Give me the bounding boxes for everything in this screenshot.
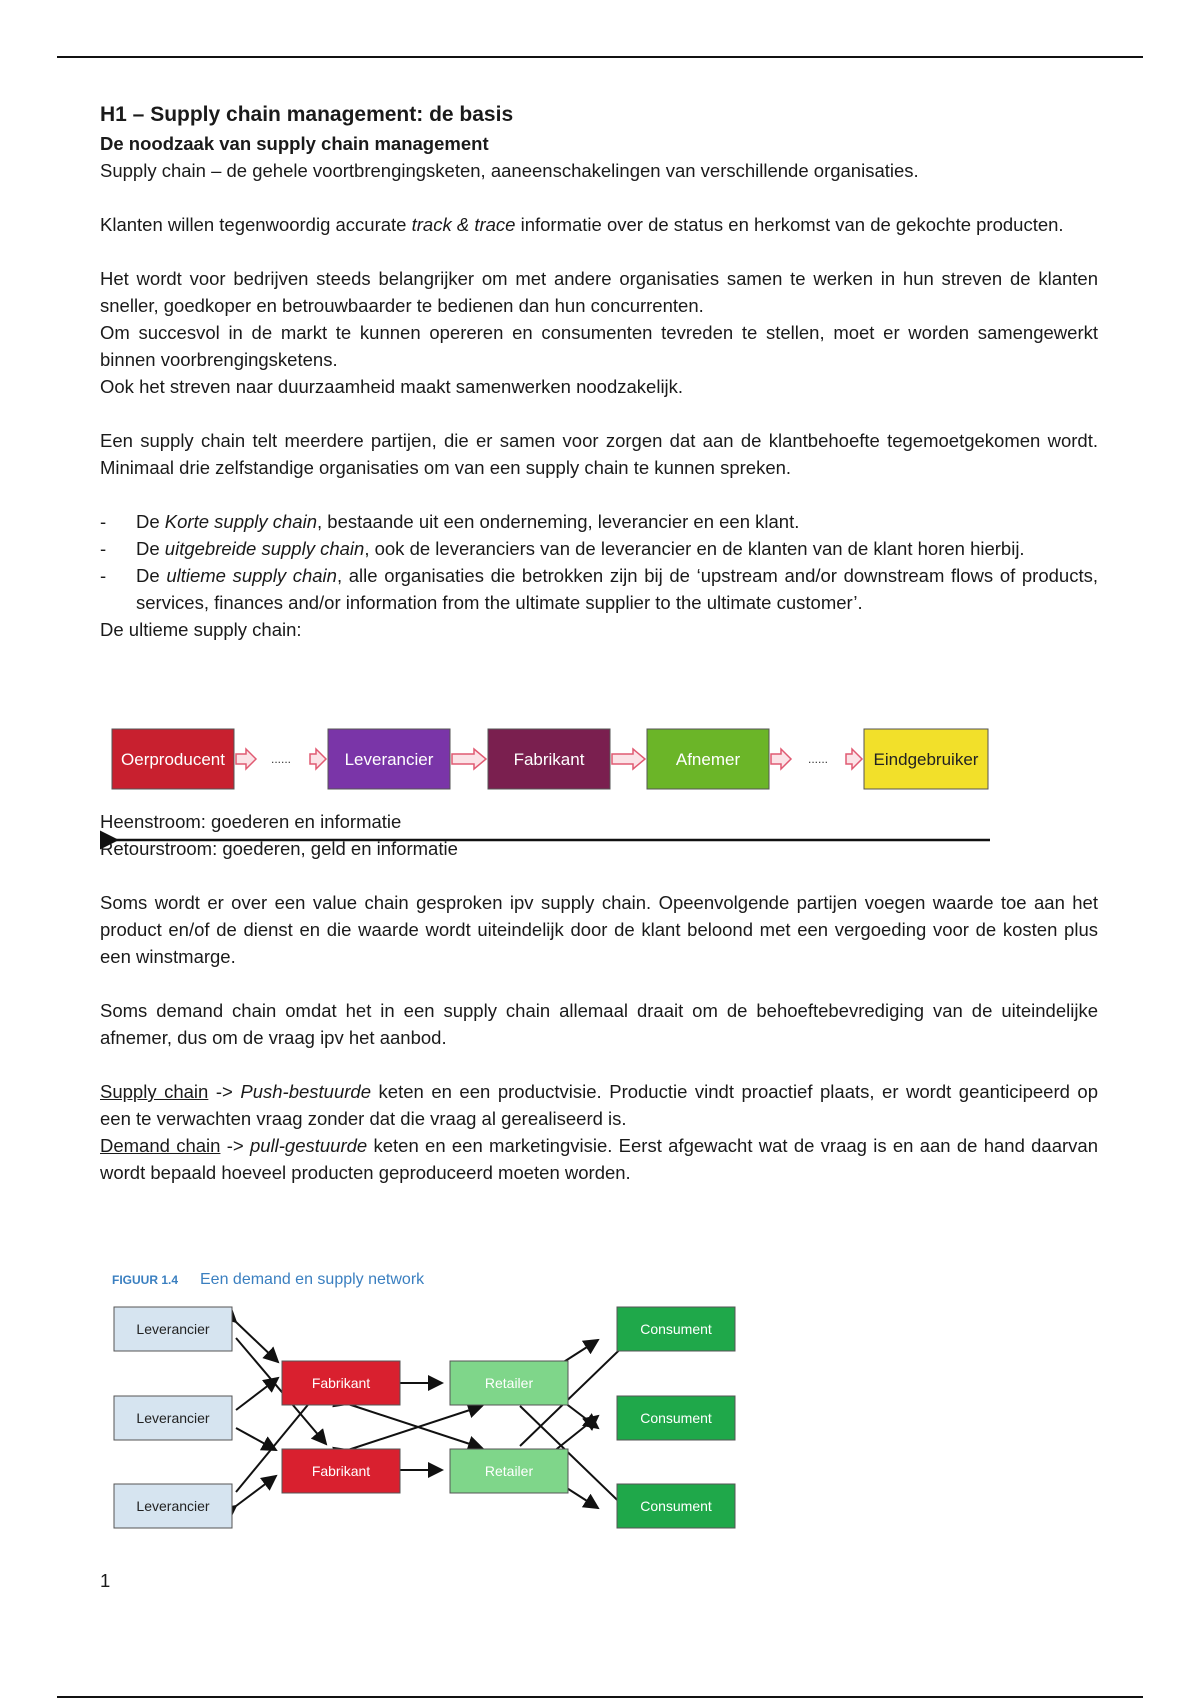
network-node-label: Fabrikant: [311, 1375, 371, 1391]
supply-chain-types-list: [100, 508, 1098, 616]
chain-node-oerproducent: [112, 729, 234, 789]
chain-node-label: Oerproducent: [121, 750, 225, 769]
network-node-label: Leverancier: [136, 1321, 210, 1337]
network-node-label: Consument: [640, 1321, 712, 1337]
chain-dots-2: ......: [807, 752, 829, 766]
chain-node-label: Leverancier: [344, 750, 434, 769]
page-title: H1 – Supply chain management: de basis: [100, 103, 514, 126]
demand-supply-network-diagram: [100, 1260, 760, 1560]
network-node-retailer-2: [450, 1449, 568, 1493]
paragraph-push: Supply chain -> Push-bestuurde keten en een productvisie. Productie vindt proactief plaats, er wordt geanticipeerd op een te verwachten vraag zonder dat die vraag al gerealiseerd is.: [100, 1081, 1099, 1129]
network-node-leverancier-2: [114, 1396, 232, 1440]
ultimate-supply-chain-diagram: [100, 712, 1000, 852]
flow-forward: Heenstroom: goederen en informatie: [100, 811, 402, 832]
chain-node-label: Eindgebruiker: [873, 750, 979, 769]
network-node-label: Retailer: [484, 1375, 534, 1391]
section-heading: De noodzaak van supply chain management: [100, 133, 489, 154]
paragraph-pull: Demand chain -> pull-gestuurde keten en een marketingvisie. Eerst afgewacht wat de vraag is en aan de hand daarvan wordt bepaald hoeveel producten geproduceerd moeten worden.: [100, 1135, 1098, 1183]
chain-node-leverancier: [328, 729, 450, 789]
figure-caption: Een demand en supply network: [200, 1271, 425, 1288]
figure-label: FIGUUR 1.4: [112, 1273, 179, 1287]
paragraph-definition: Supply chain – de gehele voortbrengingsketen, aaneenschakelingen van verschillende organisaties.: [100, 160, 919, 181]
chain-node-label: Afnemer: [675, 750, 741, 769]
network-node-label: Consument: [640, 1410, 712, 1426]
network-node-label: Leverancier: [136, 1498, 210, 1514]
paragraph-parties: Een supply chain telt meerdere partijen, die er samen voor zorgen dat aan de klantbehoefte tegemoetgekomen wordt. Minimaal drie zelfstandige organisaties om van een supply chain te kunnen spreken.: [100, 430, 1098, 478]
chain-dots-1: ......: [270, 752, 292, 766]
paragraph-value-chain: Soms wordt er over een value chain gesproken ipv supply chain. Opeenvolgende partijen voegen waarde toe aan het product en/of de dienst en die waarde wordt uiteindelijk door de klant beloond met een vergoeding voor de kosten plus een winstmarge.: [100, 892, 1098, 967]
chain-node-eindgebruiker: [864, 729, 988, 789]
network-node-leverancier-1: [114, 1307, 232, 1351]
chain-node-afnemer: [647, 729, 769, 789]
list-item: - De Korte supply chain, bestaande uit een onderneming, leverancier en een klant.: [100, 508, 1098, 535]
paragraph-track-trace: Klanten willen tegenwoordig accurate track & trace informatie over de status en herkomst van de gekochte producten.: [100, 214, 1064, 235]
paragraph-market: Om succesvol in de markt te kunnen opereren en consumenten tevreden te stellen, moet er worden samengewerkt binnen voorbrengingsketens.: [100, 322, 1098, 370]
chain-node-label: Fabrikant: [513, 750, 585, 769]
paragraph-sustainability: Ook het streven naar duurzaamheid maakt samenwerken noodzakelijk.: [100, 376, 684, 397]
network-node-consument-2: [617, 1396, 735, 1440]
network-node-label: Fabrikant: [311, 1463, 371, 1479]
flow-return: Retourstroom: goederen, geld en informatie: [100, 838, 458, 859]
network-node-fabrikant-2: [282, 1449, 400, 1493]
list-item: - De uitgebreide supply chain, ook de leveranciers van de leverancier en de klanten van de klant horen hierbij.: [100, 535, 1098, 562]
paragraph-cooperation: Het wordt voor bedrijven steeds belangrijker om met andere organisaties samen te werken in hun streven de klanten sneller, goedkoper en betrouwbaarder te bedienen dan hun concurrenten.: [100, 268, 1098, 316]
list-item: - De ultieme supply chain, alle organisaties die betrokken zijn bij de ‘upstream and/or downstream flows of products, services, finances and/or information from the ultimate supplier to the ultimate customer’.: [100, 562, 1098, 616]
paragraph-demand-chain: Soms demand chain omdat het in een supply chain allemaal draait om de behoeftebevrediging van de uiteindelijke afnemer, dus om de vraag ipv het aanbod.: [100, 1000, 1098, 1048]
chain-node-fabrikant: [488, 729, 610, 789]
network-node-consument-1: [617, 1307, 735, 1351]
network-node-retailer-1: [450, 1361, 568, 1405]
network-node-leverancier-3: [114, 1484, 232, 1528]
network-node-label: Consument: [640, 1498, 712, 1514]
network-node-consument-3: [617, 1484, 735, 1528]
network-node-label: Retailer: [484, 1463, 534, 1479]
top-rule: [57, 56, 1143, 58]
network-node-label: Leverancier: [136, 1410, 210, 1426]
page-number: 1: [100, 1570, 111, 1591]
ultieme-chain-label: De ultieme supply chain:: [100, 619, 302, 640]
bottom-rule: [57, 1696, 1143, 1698]
network-node-fabrikant-1: [282, 1361, 400, 1405]
document-body: [100, 100, 1098, 1186]
